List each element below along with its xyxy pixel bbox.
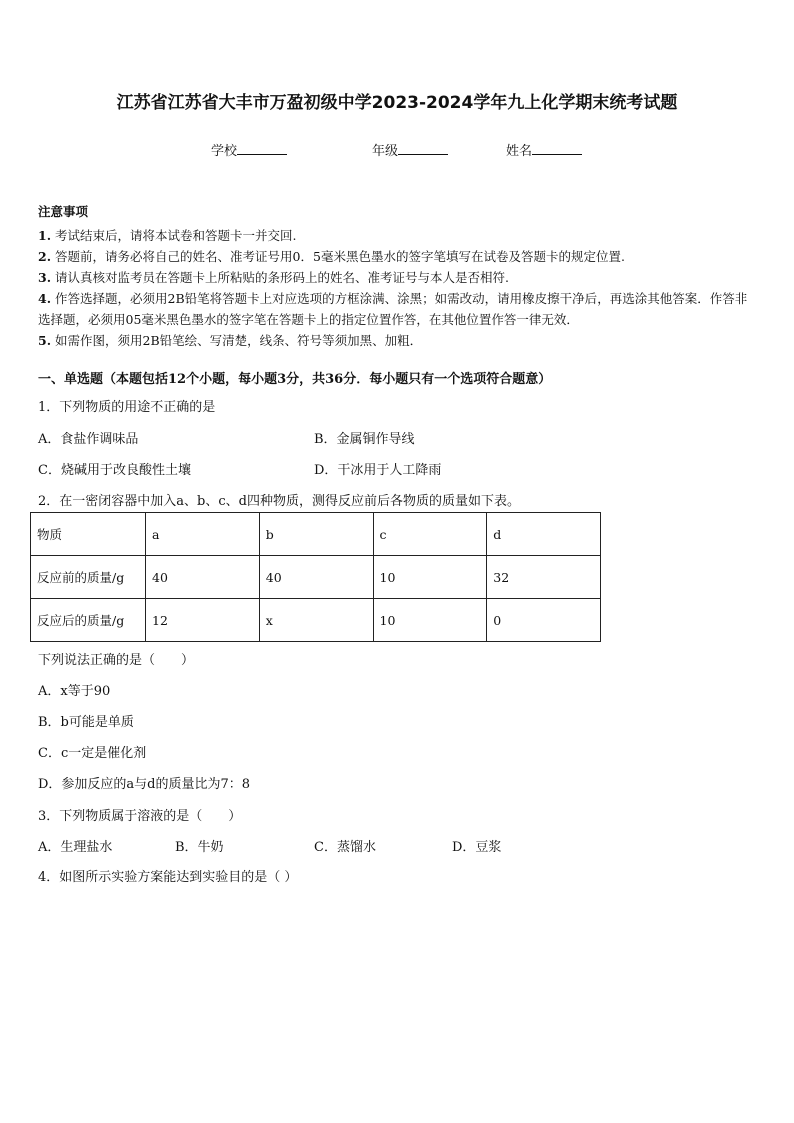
grade-blank[interactable]: [398, 142, 448, 155]
note-text: 考试结束后，请将本试卷和答题卡一并交回.: [55, 228, 297, 243]
q2-option-b[interactable]: B．b可能是单质: [38, 715, 134, 730]
table-header-cell: d: [487, 513, 601, 556]
grade-label: 年级: [372, 144, 399, 159]
q3-option-d[interactable]: D．豆浆: [452, 840, 502, 855]
q1-option-a[interactable]: A．食盐作调味品: [38, 432, 139, 447]
section-heading: 一、单选题（本题包括12个小题，每小题3分，共36分．每小题只有一个选项符合题意）: [38, 372, 552, 387]
note-number: 4.: [38, 291, 52, 306]
note-item: [38, 225, 758, 246]
school-label: 学校: [211, 144, 238, 159]
q2-option-a[interactable]: A．x等于90: [38, 684, 111, 699]
table-cell: 反应前的质量/g: [31, 556, 146, 599]
table-cell: 10: [373, 599, 487, 642]
q4-stem: 4．如图所示实验方案能达到实验目的是（ ）: [38, 870, 298, 885]
table-cell: 40: [259, 556, 373, 599]
q2-option-d[interactable]: D．参加反应的a与d的质量比为7：8: [38, 777, 251, 792]
q1-option-b[interactable]: B．金属铜作导线: [314, 432, 415, 447]
q2-mass-table: [30, 512, 601, 642]
note-text: 答题前，请务必将自己的姓名、准考证号用0．5毫米黑色墨水的签字笔填写在试卷及答题卡的规定位置.: [55, 249, 625, 264]
q3-option-c[interactable]: C．蒸馏水: [314, 840, 376, 855]
note-text: 作答选择题，必须用2B铅笔将答题卡上对应选项的方框涂满、涂黑；如需改动，请用橡皮擦干净后，再选涂其他答案．作答非选择题，必须用05毫米黑色墨水的签字笔在答题卡上的指定位置作答，在其他位置作答一律无效．: [38, 291, 748, 327]
table-header-cell: c: [373, 513, 487, 556]
name-field: [506, 140, 582, 159]
notes-section: [38, 203, 758, 351]
table-cell: x: [259, 599, 373, 642]
note-item: [38, 267, 758, 288]
table-cell: 12: [146, 599, 260, 642]
note-item: [38, 330, 758, 351]
exam-title: 江苏省江苏省大丰市万盈初级中学2023-2024学年九上化学期末统考试题: [116, 93, 678, 113]
q3-option-a[interactable]: A．生理盐水: [38, 840, 113, 855]
school-field: [211, 140, 287, 159]
note-number: 3.: [38, 270, 52, 285]
q1-option-d[interactable]: D．干冰用于人工降雨: [314, 463, 442, 478]
q3-stem: 3．下列物质属于溶液的是（ ）: [38, 809, 242, 824]
table-cell: 40: [146, 556, 260, 599]
q2-option-c[interactable]: C．c一定是催化剂: [38, 746, 147, 761]
note-number: 5.: [38, 333, 52, 348]
table-cell: 反应后的质量/g: [31, 599, 146, 642]
school-blank[interactable]: [237, 142, 287, 155]
grade-field: [372, 140, 448, 159]
name-label: 姓名: [506, 144, 533, 159]
table-header-cell: a: [146, 513, 260, 556]
note-item: [38, 288, 758, 330]
table-header-cell: b: [259, 513, 373, 556]
q2-prompt: 下列说法正确的是（ ）: [38, 653, 195, 668]
notes-heading: 注意事项: [38, 204, 89, 219]
q3-option-b[interactable]: B．牛奶: [175, 840, 224, 855]
note-item: [38, 246, 758, 267]
note-number: 1.: [38, 228, 52, 243]
table-row: [31, 599, 601, 642]
note-number: 2.: [38, 249, 52, 264]
q2-stem: 2．在一密闭容器中加入a、b、c、d四种物质，测得反应前后各物质的质量如下表。: [38, 494, 520, 509]
q1-option-c[interactable]: C．烧碱用于改良酸性土壤: [38, 463, 191, 478]
note-text: 请认真核对监考员在答题卡上所粘贴的条形码上的姓名、准考证号与本人是否相符.: [55, 270, 510, 285]
table-cell: 32: [487, 556, 601, 599]
table-header-cell: 物质: [31, 513, 146, 556]
table-row: [31, 556, 601, 599]
name-blank[interactable]: [532, 142, 582, 155]
table-cell: 0: [487, 599, 601, 642]
q1-stem: 1．下列物质的用途不正确的是: [38, 400, 216, 415]
table-cell: 10: [373, 556, 487, 599]
note-text: 如需作图，须用2B铅笔绘、写清楚，线条、符号等须加黑、加粗．: [55, 333, 423, 348]
table-row: [31, 513, 601, 556]
student-info-fields: [0, 140, 794, 160]
